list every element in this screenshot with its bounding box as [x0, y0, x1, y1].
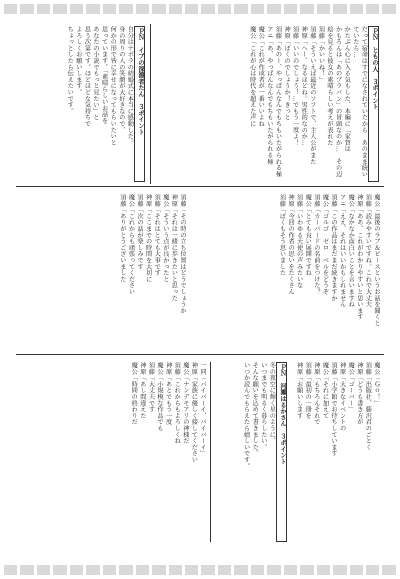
text-line: 魔公「とても良い展開ですね [304, 194, 312, 276]
text-line: 神原「へー、なるほどね。男性的なのか… [300, 26, 308, 146]
text-line: 須藤「大丈夫です [147, 362, 155, 413]
column-divider-1 [150, 24, 151, 184]
text-line: 神原「それは一緒に歩きたいと思った [170, 194, 178, 302]
row1-right-column [156, 26, 380, 182]
text-line: 魔公「これからも頑張ってください [127, 194, 135, 295]
text-line: 須藤「出版社、藤沢君のごとく [364, 362, 372, 451]
text-line: 神原「大きなイベントの [338, 362, 346, 432]
text-line: 魔公「時間の終わりだ [130, 362, 138, 425]
text-line: 須藤「それはとても大事です [153, 194, 161, 276]
text-line: 思っています。「素晴らしいお話を [100, 26, 108, 124]
text-line: 須藤「いいのでしょう！…でもう一度よ！ [291, 26, 299, 146]
text-line: 魔公「そういう点が良かったと [161, 194, 169, 283]
row-divider-2 [16, 354, 384, 355]
text-line: 須藤「かいいね！」 [317, 26, 325, 83]
text-line: ちょっとしたら伝えたいです。 [66, 26, 74, 115]
column-divider-3 [210, 362, 211, 542]
text-line: 魔公「これが作成者が一番いいよね [257, 26, 265, 127]
text-line: 須藤「小学館でお待ちしています [330, 362, 338, 457]
text-line: 須藤「ぼくもそう思いました [278, 194, 286, 276]
text-line: 神原「あし間違えた [138, 362, 146, 419]
text-line: 須藤「ありがとうございました [118, 194, 126, 283]
text-line: そんな願いを込めて書きました。 [251, 362, 259, 457]
text-line: 須藤「読みやすいですね。これで大丈夫 [364, 194, 372, 308]
text-line: かもろんは「あのブラバン」の冒頭なのか… その辺 [334, 26, 342, 178]
text-line: 神原「今回の作者の思いをたくさん [287, 194, 295, 295]
text-line: アニ「ええ、それはいいかもしれません [338, 194, 346, 308]
text-line: 須藤「その時の立ち位置はどうでしょうか [179, 194, 186, 314]
row3-left-column [20, 362, 206, 542]
text-line: 神原「もちろんそれで [312, 362, 320, 425]
text-line: 魔公「ナンデモアリの神様だ [181, 362, 189, 444]
text-line: 須藤「カーバードの名前をつけた？ [312, 194, 320, 295]
text-line: 須藤「これからもよろしくね [173, 362, 181, 444]
pen-name-box-ibu: ＰＮ イブの深淵者たん ３ポイント [134, 26, 145, 182]
pen-name-box-kawase: ＰＮ 河瀬はるかさん ３ポイント [276, 362, 287, 542]
text-line: 思う次第です。ほどほどな気持ちで [83, 26, 91, 127]
text-line: いつまでも明るく暮らしたい。 [259, 362, 267, 451]
text-line: 神原「家族に優しく接してください [190, 362, 198, 463]
text-line: 須藤「そういえば最近のソフトで、主人公がまた [308, 26, 316, 165]
text-line: 魔公「なかなか面白いことを言いますね [347, 194, 355, 308]
text-line: 何かの形で皆に幸せになってもらいたいと [109, 26, 117, 146]
text-line: よろしくお願いします。 [74, 26, 82, 96]
text-line: 一同「バイバーイ、バイバーイ」 [199, 362, 206, 457]
row2-left-column [20, 194, 186, 350]
text-line: 須藤「あのー、やっぱんなんでもちもいたがられる極 [274, 26, 282, 178]
row-divider-1 [16, 186, 384, 187]
text-line: 魔公「小規模な作品でも [156, 362, 164, 432]
row3-middle-column [214, 362, 288, 542]
text-line: 絵を見ると彼女の素晴らしい考えが表れた [326, 26, 334, 146]
row3-right-column [292, 362, 380, 542]
text-line: 魔公「それに加えて [321, 362, 329, 419]
text-line: 須藤「最初の一冊を [304, 362, 312, 419]
text-line: アニ「あ、やっぱんなんでもちもいたがられる極 [265, 26, 273, 165]
text-line: 神原「お願いします [295, 362, 303, 419]
text-line: 身の周りの人の笑顔が大好きなので、 [117, 26, 125, 134]
text-line: 神原「ぼくのでしょうか！きっと [283, 26, 291, 121]
pen-name-box-tomono: ＰＮ ともの人 ３ポイント [368, 26, 379, 182]
row1-left-column [20, 26, 146, 182]
text-line: だって宿命はすでになされていたから あのまま続いていたら… [351, 26, 368, 178]
text-line: 魔公「ゴーバー」 [347, 362, 355, 413]
text-line: かたぶん心に入る気もした、本編に「家賀は [343, 26, 351, 152]
text-line: 魔公「これが心は時代を超えた声に [248, 26, 256, 127]
text-line: 須藤「いわゆる天使の声みたいな [295, 194, 303, 289]
text-line: 神原「あとでもう一度 [164, 362, 172, 425]
text-line: 魔公「ゴルゴ ゼロ ベルをどうぞ [321, 194, 329, 295]
text-line: 神原「どうも書き方が [355, 362, 363, 425]
text-line: 魔公「最後のラブ＆ピースというお話を聞くと [373, 194, 380, 327]
text-line: 冬の夜空に輝く星のように、 [268, 362, 276, 444]
text-line: いつか読んでもらえたら嬉しいです。 [242, 362, 250, 470]
bottom-page-bar [4, 565, 396, 575]
text-line: 神原「ここまでの時間を大切に [144, 194, 152, 283]
text-line: 神原「ああ、これがわかりやすいと思います [355, 194, 363, 320]
top-page-bar [4, 4, 396, 14]
row2-right-column [190, 194, 380, 350]
text-line: 自分はナポラの結婚式に本当に感動した。 [126, 26, 134, 146]
text-line: あなたの小説でもっと見たい」と [92, 26, 100, 121]
text-line: 須藤「次の話が楽しみです [136, 194, 144, 270]
text-line: 須藤「この作品はまだまだ続きますか [330, 194, 338, 302]
text-line: 魔公「Ｇｏ！」 [373, 362, 380, 407]
